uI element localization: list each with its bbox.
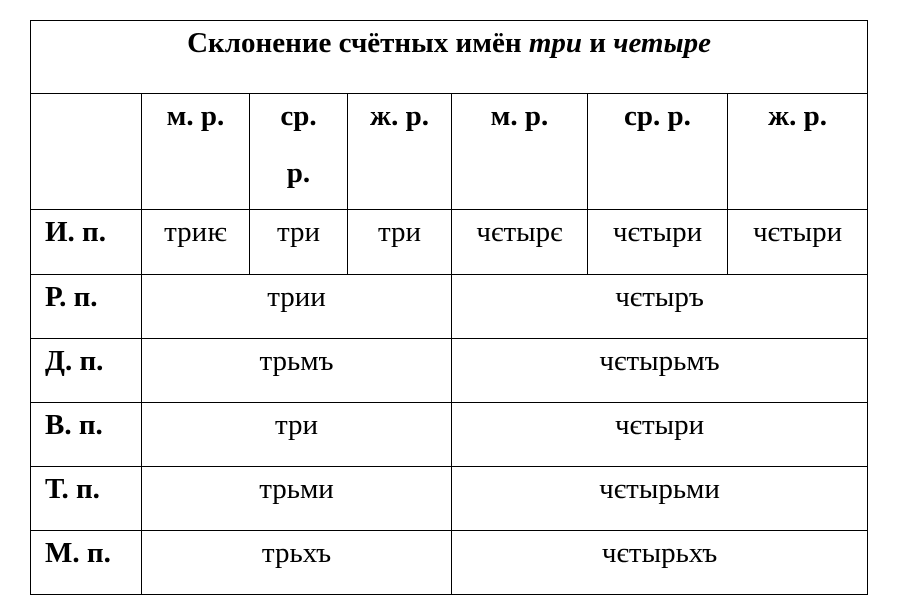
header-neuter-four: ср. р. [588, 94, 728, 210]
table-row [31, 339, 868, 403]
header-feminine-four: ж. р. [728, 94, 868, 210]
form-cell-four: чєтырьми [452, 467, 868, 531]
title-word-three: три [528, 27, 582, 59]
case-label: Д. п. [31, 339, 142, 403]
table-row [31, 467, 868, 531]
header-masculine-three: м. р. [142, 94, 250, 210]
form-cell-four: чєтырьмъ [452, 339, 868, 403]
declension-table [30, 20, 868, 595]
header-masculine-four: м. р. [452, 94, 588, 210]
form-cell: три [348, 210, 452, 275]
table-row [31, 210, 868, 275]
form-cell: чєтыри [588, 210, 728, 275]
case-label: В. п. [31, 403, 142, 467]
form-cell-three: трьми [142, 467, 452, 531]
case-label: Р. п. [31, 275, 142, 339]
case-label: И. п. [31, 210, 142, 275]
form-cell-three: трьмъ [142, 339, 452, 403]
table-row [31, 531, 868, 595]
title-conjunction: и [589, 27, 606, 59]
form-cell-three: три [142, 403, 452, 467]
header-feminine-three: ж. р. [348, 94, 452, 210]
form-cell-four: чєтыри [452, 403, 868, 467]
form-cell: три [250, 210, 348, 275]
form-cell-four: чєтыръ [452, 275, 868, 339]
form-cell-three: трьхъ [142, 531, 452, 595]
table-row [31, 403, 868, 467]
form-cell: триѥ [142, 210, 250, 275]
form-cell: чєтыри [728, 210, 868, 275]
case-label: М. п. [31, 531, 142, 595]
title-word-four: четыре [613, 27, 711, 59]
form-cell-three: трии [142, 275, 452, 339]
form-cell: чєтырє [452, 210, 588, 275]
title-prefix: Склонение счётных имён [187, 27, 522, 59]
empty-corner-cell [31, 94, 142, 210]
form-cell-four: чєтырьхъ [452, 531, 868, 595]
header-neuter-three: ср. р. [250, 94, 348, 210]
case-label: Т. п. [31, 467, 142, 531]
gender-header-row [31, 94, 868, 210]
table-row [31, 275, 868, 339]
